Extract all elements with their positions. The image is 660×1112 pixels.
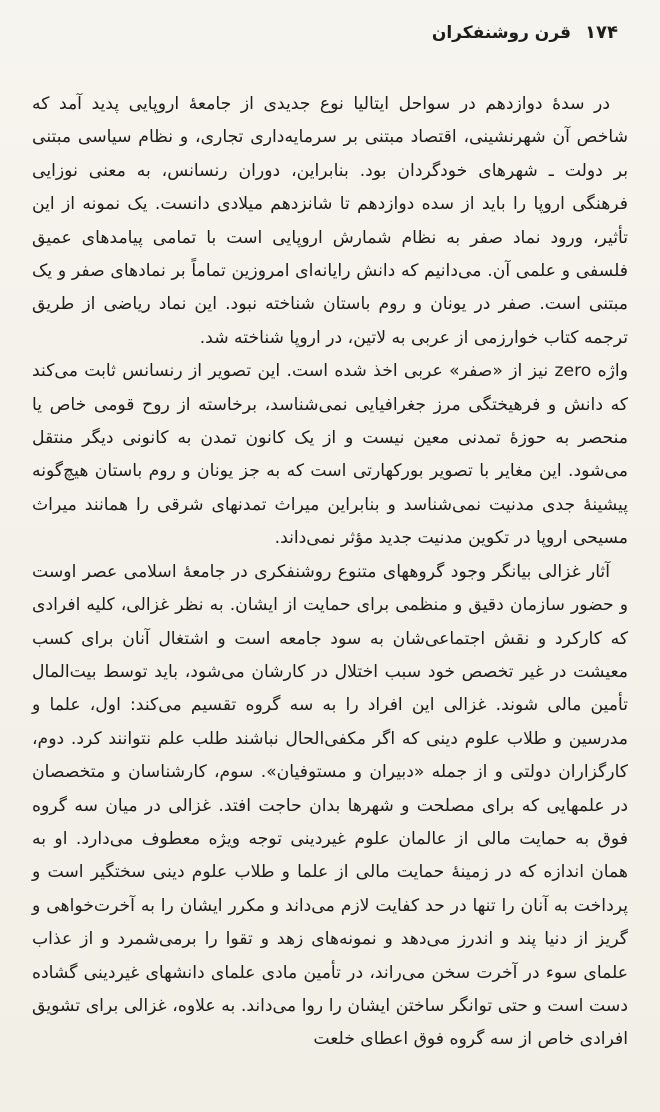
paragraph-2: واژه zero نیز از «صفر» عربی اخذ شده است. این تصویر از رنسانس ثابت می‌کند که دانش و فرهیختگی مرز جغرافیایی نمی‌شناسد، برخاسته از روح قومی خاص یا منحصر به حوزهٔ تمدنی معین نیست و از یک کانون تمدن به کانونی دیگر منتقل می‌شود. این مغایر با تصویر بورکهارتی است که به جز یونان و روم باستان هیچ‌گونه پیشینهٔ جدی مدنیت نمی‌شناسد و بنابراین میراث تمدنهای شرقی را همانند میراث مسیحی اروپا در تکوین مدنیت جدید مؤثر نمی‌داند. [32, 361, 629, 549]
body-text [32, 88, 628, 1057]
running-header [32, 22, 628, 60]
paragraph-1: در سدهٔ دوازدهم در سواحل ایتالیا نوع جدیدی از جامعهٔ اروپایی پدید آمد که شاخص آن شهرنشینی، اقتصاد مبتنی بر سرمایه‌داری تجاری، و نظام سیاسی مبتنی بر دولت ـ شهرهای خودگردان بود. بنابراین، دوران رنسانس، به معنی نوزایی فرهنگی اروپا را باید از سده دوازدهم تا شانزدهم میلادی دانست. یک نمونه از این تأثیر، ورود نماد صفر به نظام شمارش اروپایی است با تمامی پیامدهای عمیق فلسفی و علمی آن. می‌دانیم که دانش رایانه‌ای امروزین تماماً بر نمادهای صفر و یک مبتنی است. صفر در یونان و روم باستان شناخته نبود. این نماد ریاضی از طریق ترجمه کتاب خوارزمی از عربی به لاتین، در اروپا شناخته شد. [32, 94, 628, 348]
book-title: قرن روشنفکران [431, 23, 572, 43]
paragraph-3: آثار غزالی بیانگر وجود گروههای متنوع روشنفکری در جامعهٔ اسلامی عصر اوست و حضور سازمان دقیق و منظمی برای حمایت از ایشان. به نظر غزالی، کلیه افرادی که کارکرد و نقش اجتماعی‌شان به سود جامعه است و اشتغال آنان برای کسب معیشت در غیر تخصص خود سبب اختلال در کارشان می‌شود، باید توسط بیت‌المال تأمین مالی شوند. غزالی این افراد را به سه گروه تقسیم می‌کند: اول، علما و مدرسین و طلاب علوم دینی که اگر مکفی‌الحال نباشند طلب علم نتوانند کرد. دوم، کارگزاران دولتی و از جمله «دبیران و مستوفیان». سوم، کارشناسان و متخصصان در علمهایی که برای مصلحت و شهرها بدان حاجت افتد. غزالی در میان سه گروه فوق به حمایت مالی از عالمان علوم غیردینی توجه ویژه معطوف می‌دارد. او به همان اندازه که در زمینهٔ حمایت مالی از علما و طلاب علوم دینی سختگیر است و پرداخت به آنان را تنها در حد کفایت لازم می‌داند و مکرر ایشان را به آخرت‌خواهی و گریز از دنیا پند و اندرز می‌دهد و نمونه‌های زهد و تقوا را برمی‌شمرد و از عذاب علمای سوء در آخرت سخن می‌راند، در تأمین مادی علمای دانشهای غیردینی گشاده دست است و حتی توانگر ساختن ایشان را روا می‌داند. به علاوه، غزالی برای تشویق افرادی خاص از سه گروه فوق اعطای خلعت [32, 561, 628, 1050]
page-number: ۱۷۴ [585, 22, 618, 43]
